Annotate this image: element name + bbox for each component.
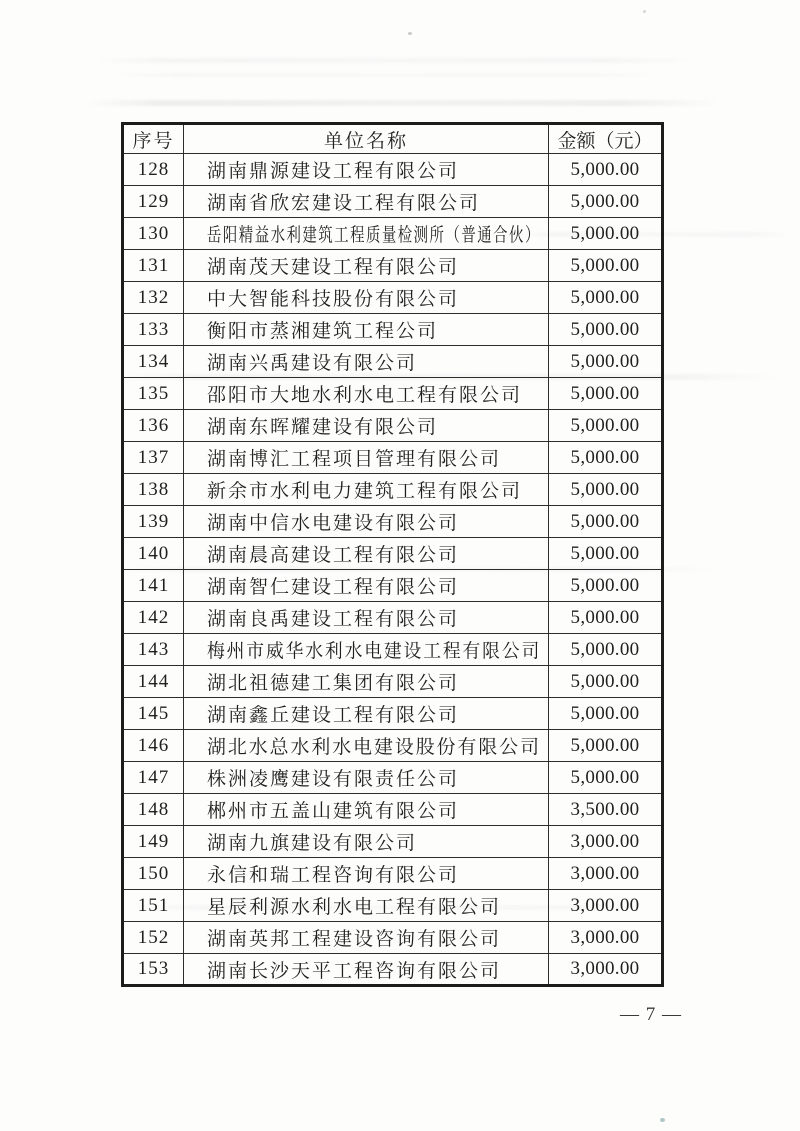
table-row (123, 154, 663, 186)
company-name: 湖南东晖耀建设有限公司 (207, 417, 439, 438)
amount-cell: 3,000.00 (549, 890, 663, 922)
table-row (123, 602, 663, 634)
table-row (123, 730, 663, 762)
amount-cell: 5,000.00 (549, 474, 663, 506)
company-name-cell (184, 538, 549, 570)
amount-cell: 5,000.00 (549, 378, 663, 410)
company-name-cell (184, 762, 549, 794)
company-name-cell (184, 666, 549, 698)
table-row (123, 538, 663, 570)
company-name: 湖南鑫丘建设工程有限公司 (207, 705, 460, 726)
table-row (123, 666, 663, 698)
column-header-serial: 序号 (123, 124, 184, 154)
amount-cell: 5,000.00 (549, 218, 663, 250)
company-name-cell (184, 954, 549, 986)
page-number: — 7 — (620, 1004, 682, 1025)
serial-cell: 148 (123, 794, 184, 826)
company-name-cell (184, 442, 549, 474)
amount-cell: 5,000.00 (549, 666, 663, 698)
company-name-cell (184, 890, 549, 922)
amount-cell: 5,000.00 (549, 506, 663, 538)
company-name-cell (184, 506, 549, 538)
amount-cell: 5,000.00 (549, 762, 663, 794)
company-name: 湖南晨高建设工程有限公司 (207, 545, 460, 566)
company-name-cell (184, 378, 549, 410)
amount-cell: 3,000.00 (549, 858, 663, 890)
table-body (123, 154, 663, 986)
scan-speck (643, 10, 646, 13)
company-name-cell (184, 570, 549, 602)
serial-cell: 151 (123, 890, 184, 922)
table-row (123, 186, 663, 218)
company-name-cell (184, 858, 549, 890)
table-row (123, 346, 663, 378)
company-name: 衡阳市蒸湘建筑工程公司 (207, 321, 439, 342)
table-row (123, 890, 663, 922)
scan-speck (408, 32, 412, 35)
company-name: 中大智能科技股份有限公司 (207, 289, 460, 310)
company-name-cell (184, 250, 549, 282)
amount-cell: 5,000.00 (549, 442, 663, 474)
company-name-cell (184, 922, 549, 954)
company-name: 湖南良禹建设工程有限公司 (207, 609, 460, 630)
company-name-cell (184, 474, 549, 506)
payment-amount-table (121, 122, 664, 987)
table-row (123, 442, 663, 474)
amount-cell: 5,000.00 (549, 634, 663, 666)
serial-cell: 153 (123, 954, 184, 986)
amount-cell: 3,500.00 (549, 794, 663, 826)
company-name-cell (184, 410, 549, 442)
company-name-cell (184, 154, 549, 186)
table-row (123, 954, 663, 986)
scan-noise-band (85, 100, 720, 106)
table-row (123, 282, 663, 314)
company-name: 湖南兴禹建设有限公司 (207, 353, 418, 374)
amount-cell: 3,000.00 (549, 826, 663, 858)
table-row (123, 218, 663, 250)
company-name: 湖南鼎源建设工程有限公司 (207, 161, 460, 182)
company-name: 湖北水总水利水电建设股份有限公司 (207, 737, 541, 758)
company-name: 梅州市威华水利水电建设工程有限公司 (207, 641, 542, 662)
table-row (123, 858, 663, 890)
scan-noise-band (95, 58, 695, 63)
amount-cell: 5,000.00 (549, 346, 663, 378)
table-row (123, 762, 663, 794)
company-name-cell (184, 602, 549, 634)
amount-cell: 5,000.00 (549, 538, 663, 570)
company-name: 湖南长沙天平工程咨询有限公司 (207, 960, 502, 982)
amount-cell: 5,000.00 (549, 186, 663, 218)
serial-cell: 131 (123, 250, 184, 282)
amount-cell: 5,000.00 (549, 570, 663, 602)
amount-cell: 5,000.00 (549, 314, 663, 346)
table-row (123, 250, 663, 282)
company-name: 星辰利源水利水电工程有限公司 (207, 897, 502, 918)
table-row (123, 634, 663, 666)
amount-cell: 5,000.00 (549, 282, 663, 314)
company-name-cell (184, 186, 549, 218)
serial-cell: 152 (123, 922, 184, 954)
company-name: 湖南智仁建设工程有限公司 (207, 577, 460, 598)
company-name: 湖南英邦工程建设咨询有限公司 (207, 929, 502, 950)
amount-cell: 5,000.00 (549, 730, 663, 762)
company-name: 湖南九旗建设有限公司 (207, 833, 418, 854)
table-row (123, 698, 663, 730)
table-row (123, 314, 663, 346)
table-row (123, 378, 663, 410)
company-name: 郴州市五盖山建筑有限公司 (207, 801, 460, 822)
table-header-row (123, 124, 663, 154)
table-row (123, 794, 663, 826)
serial-cell: 128 (123, 154, 184, 186)
company-name: 湖南中信水电建设有限公司 (207, 513, 460, 534)
serial-cell: 149 (123, 826, 184, 858)
table-row (123, 474, 663, 506)
serial-cell: 145 (123, 698, 184, 730)
serial-cell: 142 (123, 602, 184, 634)
amount-cell: 5,000.00 (549, 410, 663, 442)
amount-cell: 5,000.00 (549, 250, 663, 282)
serial-cell: 132 (123, 282, 184, 314)
serial-cell: 146 (123, 730, 184, 762)
company-name-cell (184, 314, 549, 346)
serial-cell: 140 (123, 538, 184, 570)
company-name-cell (184, 730, 549, 762)
serial-cell: 147 (123, 762, 184, 794)
company-name: 新余市水利电力建筑工程有限公司 (207, 481, 523, 502)
table-row (123, 410, 663, 442)
serial-cell: 139 (123, 506, 184, 538)
serial-cell: 129 (123, 186, 184, 218)
amount-cell: 5,000.00 (549, 154, 663, 186)
scan-speck (660, 1118, 665, 1122)
table-row (123, 506, 663, 538)
table-row (123, 922, 663, 954)
serial-cell: 137 (123, 442, 184, 474)
serial-cell: 136 (123, 410, 184, 442)
company-name: 湖北祖德建工集团有限公司 (207, 673, 460, 694)
serial-cell: 134 (123, 346, 184, 378)
company-name-cell (184, 698, 549, 730)
company-name: 永信和瑞工程咨询有限公司 (207, 865, 460, 886)
serial-cell: 135 (123, 378, 184, 410)
company-name: 湖南茂天建设工程有限公司 (207, 257, 460, 278)
serial-cell: 150 (123, 858, 184, 890)
company-name: 湖南博汇工程项目管理有限公司 (207, 449, 502, 470)
column-header-amount: 金额（元） (549, 124, 663, 154)
company-name-cell (184, 634, 549, 666)
serial-cell: 133 (123, 314, 184, 346)
company-name: 岳阳精益水利建筑工程质量检测所（普通合伙） (207, 225, 541, 246)
amount-cell: 3,000.00 (549, 922, 663, 954)
serial-cell: 144 (123, 666, 184, 698)
serial-cell: 130 (123, 218, 184, 250)
table-row (123, 826, 663, 858)
company-name-cell (184, 282, 549, 314)
company-name: 湖南省欣宏建设工程有限公司 (207, 193, 481, 214)
serial-cell: 138 (123, 474, 184, 506)
amount-cell: 5,000.00 (549, 602, 663, 634)
column-header-company-name: 单位名称 (184, 124, 549, 154)
company-name: 邵阳市大地水利水电工程有限公司 (207, 385, 523, 406)
company-name-cell (184, 346, 549, 378)
scan-noise-band (108, 73, 668, 77)
serial-cell: 141 (123, 570, 184, 602)
amount-cell: 5,000.00 (549, 698, 663, 730)
amount-cell: 3,000.00 (549, 954, 663, 986)
company-name-cell (184, 794, 549, 826)
serial-cell: 143 (123, 634, 184, 666)
company-name: 株洲凌鹰建设有限责任公司 (207, 769, 460, 790)
company-name-cell (184, 218, 549, 250)
table-row (123, 570, 663, 602)
company-name-cell (184, 826, 549, 858)
